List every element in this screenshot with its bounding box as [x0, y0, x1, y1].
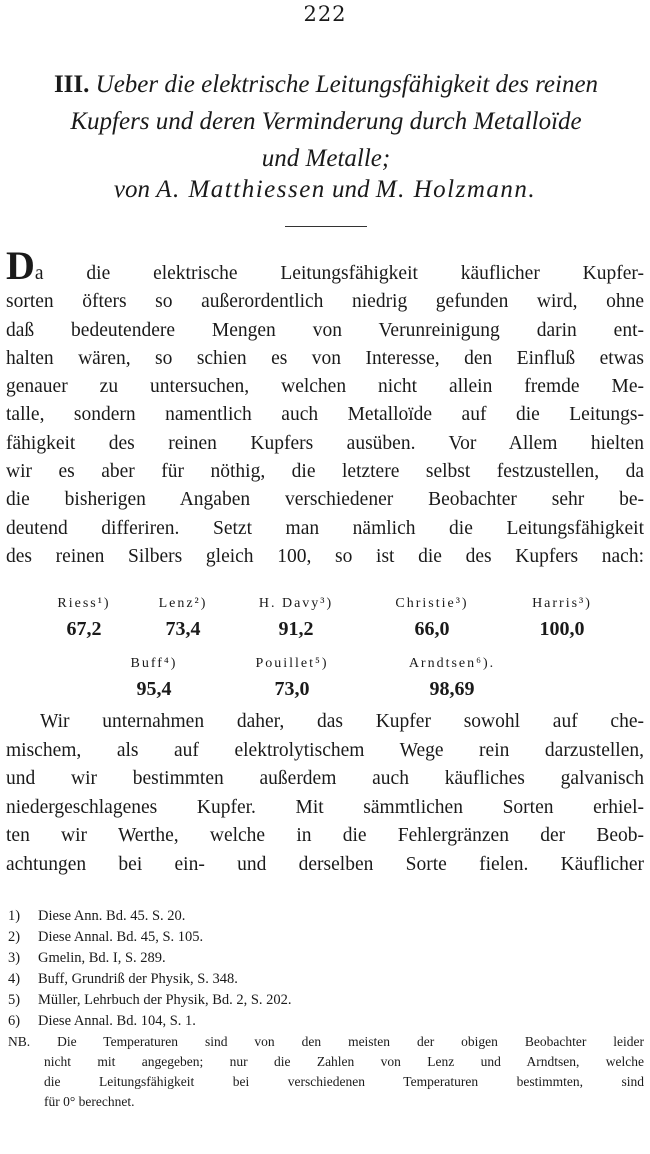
footnote-text: Buff, Grundriß der Physik, S. 348.: [38, 971, 238, 987]
observer-name: Harris³): [532, 596, 592, 611]
paragraph-1: [6, 243, 644, 571]
footnote-mark: 4): [8, 971, 21, 987]
author-1: A. Matthiessen: [156, 176, 326, 203]
paragraph-1-line: wir es aber für nöthig, die letztere selbst festzustellen, da: [6, 461, 644, 483]
conductivity-value: 95,4: [136, 678, 172, 700]
observer-name: Buff⁴): [130, 656, 178, 671]
observer-name: Pouillet⁵): [255, 656, 329, 671]
paragraph-1-line: die bisherigen Angaben verschiedener Beobachter sehr be-: [6, 489, 644, 511]
observer-name: Lenz²): [158, 596, 208, 611]
paragraph-1-line: halten wären, so schien es von Interesse, den Einfluß etwas: [6, 347, 644, 369]
conductivity-value: 100,0: [539, 618, 585, 640]
footnote-text: Diese Annal. Bd. 104, S. 1.: [38, 1013, 196, 1029]
conductivity-value: 98,69: [429, 678, 475, 700]
conductivity-value: 73,0: [274, 678, 310, 700]
paragraph-1-line: sorten öfters so außerordentlich niedrig gefunden wird, ohne: [6, 291, 644, 313]
paragraph-2-line: und wir bestimmten außerdem auch käufliches galvanisch: [6, 768, 644, 790]
measurement-arndtsen: [392, 656, 512, 701]
footnote-mark: 1): [8, 908, 21, 924]
measurement-lenz: [123, 596, 243, 641]
conductivity-value: 67,2: [66, 618, 102, 640]
footnote: [8, 969, 644, 990]
observer-name: Arndtsen⁶).: [408, 656, 496, 671]
page-number: 222: [303, 2, 347, 26]
observer-name: H. Davy³): [258, 596, 334, 611]
footnotes: [8, 906, 644, 1112]
title-divider: [285, 226, 367, 227]
paragraph-1-line: deutend differiren. Setzt man nämlich die Leitungsfähigkeit: [6, 517, 644, 539]
paragraph-2-line: mischem, als auf elektrolytischem Wege rein darzustellen,: [6, 739, 644, 761]
author-2: M. Holzmann.: [375, 176, 537, 203]
footnote-mark: 3): [8, 950, 21, 966]
title-line-1: [6, 66, 646, 103]
title-line-3: und Metalle;: [261, 145, 391, 172]
footnote: [8, 906, 644, 927]
title-line-2: Kupfers und deren Verminderung durch Metalloïde: [70, 108, 582, 135]
footnote-text: Diese Annal. Bd. 45, S. 105.: [38, 929, 204, 945]
note-line: nicht mit angegeben; nur die Zahlen von Lenz und Arndtsen, welche: [44, 1054, 644, 1069]
footnote: [8, 1011, 644, 1032]
paragraph-1-line: [6, 243, 644, 288]
paragraph-1-line: daß bedeutendere Mengen von Verunreinigung darin ent-: [6, 319, 644, 341]
note-line: die Leitungsfähigkeit bei verschiedenen Temperaturen bestimmten, sind: [44, 1074, 644, 1089]
paragraph-2: [6, 708, 644, 880]
article-title: [6, 66, 646, 177]
footnote-text: Gmelin, Bd. I, S. 289.: [38, 950, 166, 966]
footnote-text: Diese Ann. Bd. 45. S. 20.: [38, 908, 186, 924]
authors-conjunction: und: [332, 176, 370, 203]
paragraph-1-line: des reinen Silbers gleich 100, so ist die des Kupfers nach:: [6, 545, 644, 567]
footnote: [8, 927, 644, 948]
note-line: [8, 1032, 644, 1052]
authors-line: [0, 176, 650, 204]
paragraph-1-line: talle, sondern namentlich auch Metalloïde auf die Leitungs-: [6, 404, 644, 426]
footnote-mark: 5): [8, 992, 21, 1008]
line-text: a die elektrische Leitungsfähigkeit käuflicher Kupfer-: [34, 263, 644, 284]
title-text-1: Ueber die elektrische Leitungsfähigkeit des reinen: [95, 71, 599, 98]
measurement-christie: [372, 596, 492, 641]
section-numeral: III.: [53, 71, 90, 98]
paragraph-2-line: ten wir Werthe, welche in die Fehlergränzen der Beob-: [6, 825, 644, 847]
note-label: NB.: [8, 1034, 31, 1049]
drop-cap: D: [6, 243, 35, 288]
footnote-text: Müller, Lehrbuch der Physik, Bd. 2, S. 202.: [38, 992, 292, 1008]
measurement-pouillet: [232, 656, 352, 701]
footnote-mark: 2): [8, 929, 21, 945]
footnote-mark: 6): [8, 1013, 21, 1029]
conductivity-value: 73,4: [165, 618, 201, 640]
note-line: für 0° berechnet.: [44, 1094, 135, 1109]
conductivity-value: 66,0: [414, 618, 450, 640]
paragraph-1-line: genauer zu untersuchen, welchen nicht allein fremde Me-: [6, 376, 644, 398]
footnote: [8, 948, 644, 969]
observer-name: Riess¹): [57, 596, 111, 611]
measurement-harris: [502, 596, 622, 641]
footnote: [8, 990, 644, 1011]
note-text: Die Temperaturen sind von den meisten der obigen Beobachter leider: [57, 1034, 645, 1049]
measurement-buff: [94, 656, 214, 701]
measurement-davy: [236, 596, 356, 641]
paragraph-1-line: fähigkeit des reinen Kupfers ausüben. Vor Allem hielten: [6, 432, 644, 454]
paragraph-2-line: achtungen bei ein- und derselben Sorte fielen. Käuflicher: [6, 853, 644, 875]
observer-name: Christie³): [395, 596, 469, 611]
paragraph-2-line: niedergeschlagenes Kupfer. Mit sämmtlichen Sorten erhiel-: [6, 796, 644, 818]
paragraph-2-line: Wir unternahmen daher, das Kupfer sowohl auf che-: [40, 711, 644, 732]
authors-prefix: von: [113, 176, 150, 203]
conductivity-value: 91,2: [278, 618, 314, 640]
